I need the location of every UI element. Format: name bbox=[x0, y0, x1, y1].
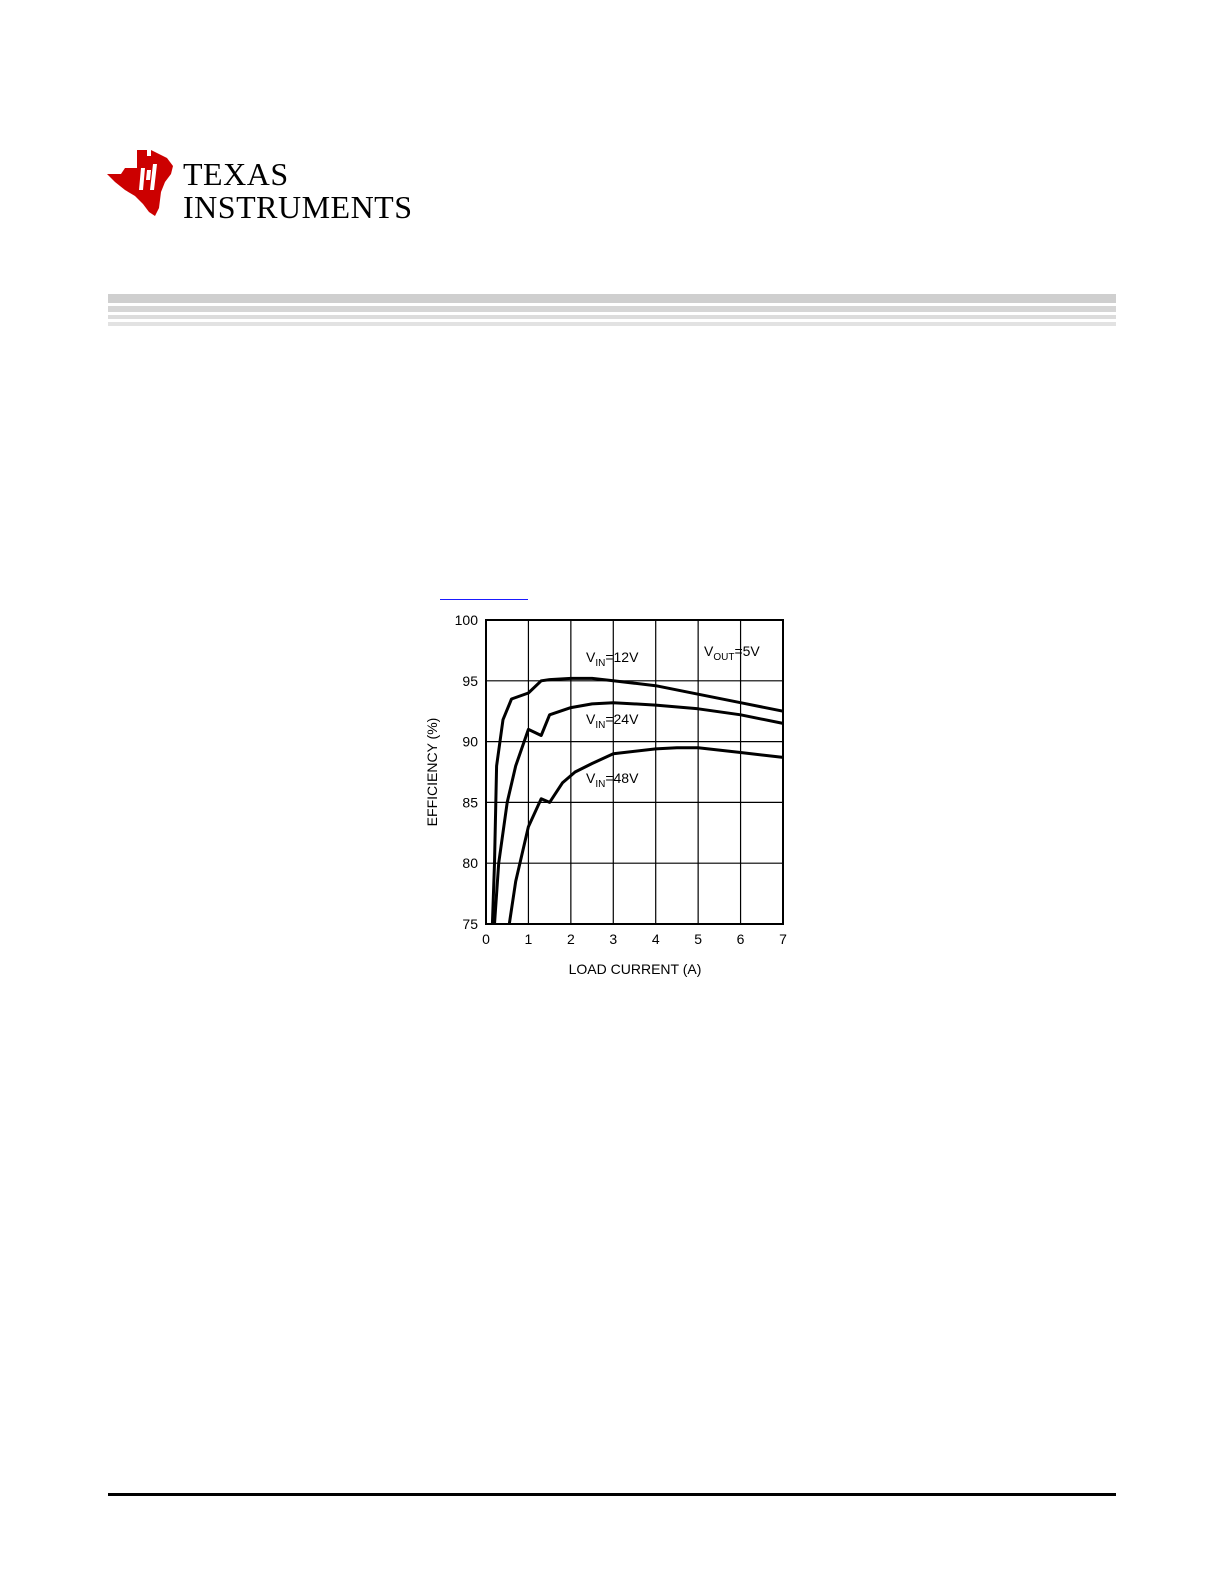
label-12v-suffix: =12V bbox=[605, 649, 639, 665]
y-tick-label: 100 bbox=[454, 612, 478, 628]
x-tick-label: 3 bbox=[609, 931, 618, 947]
x-tick-labels bbox=[482, 931, 787, 947]
vout-suffix: =5V bbox=[734, 643, 760, 659]
y-tick-labels bbox=[455, 612, 479, 932]
ti-logo bbox=[107, 148, 427, 228]
y-axis-label: EFFICIENCY (%) bbox=[424, 717, 440, 827]
band-stripe bbox=[108, 322, 1116, 326]
logo-line-texas: TEXAS bbox=[183, 156, 289, 192]
y-tick-label: 95 bbox=[462, 672, 478, 689]
y-tick-label: 75 bbox=[462, 916, 478, 932]
band-stripe bbox=[108, 294, 1116, 303]
label-48v-sub: IN bbox=[595, 779, 606, 790]
x-tick-label: 0 bbox=[482, 931, 490, 947]
series-line-vin-48v bbox=[509, 748, 783, 924]
label-12v-sub: IN bbox=[595, 658, 606, 669]
series-label-24v bbox=[586, 711, 639, 731]
vout-annotation bbox=[704, 643, 760, 663]
series-label-48v bbox=[586, 770, 639, 790]
efficiency-chart-svg bbox=[424, 612, 796, 990]
x-tick-label: 7 bbox=[779, 931, 787, 947]
series-line-vin-24v bbox=[495, 703, 784, 924]
label-24v-sub: IN bbox=[595, 720, 606, 731]
figure-link-underline[interactable] bbox=[440, 599, 528, 600]
x-tick-label: 2 bbox=[566, 931, 575, 947]
band-stripe bbox=[108, 306, 1116, 312]
y-tick-label: 80 bbox=[462, 855, 478, 872]
ti-logo-text bbox=[183, 158, 413, 223]
footer-rule bbox=[108, 1493, 1116, 1496]
series-label-12v bbox=[586, 649, 639, 669]
y-tick-label: 90 bbox=[462, 733, 478, 750]
label-48v-suffix: =48V bbox=[605, 770, 639, 786]
y-tick-label: 85 bbox=[462, 794, 478, 811]
vout-sub: OUT bbox=[713, 652, 735, 663]
logo-line-instruments: INSTRUMENTS bbox=[183, 189, 413, 225]
band-stripe bbox=[108, 315, 1116, 319]
ti-state-logo-icon bbox=[107, 148, 179, 218]
x-axis-label: LOAD CURRENT (A) bbox=[568, 961, 702, 977]
x-tick-label: 1 bbox=[524, 931, 533, 947]
label-24v-main: V bbox=[586, 711, 596, 727]
x-tick-label: 5 bbox=[694, 931, 703, 947]
label-48v-main: V bbox=[586, 770, 596, 786]
label-24v-suffix: =24V bbox=[605, 711, 639, 727]
label-12v-main: V bbox=[586, 649, 596, 665]
x-tick-label: 4 bbox=[651, 931, 660, 947]
efficiency-chart bbox=[424, 612, 796, 990]
vout-main: V bbox=[704, 643, 714, 659]
x-tick-label: 6 bbox=[736, 931, 745, 947]
